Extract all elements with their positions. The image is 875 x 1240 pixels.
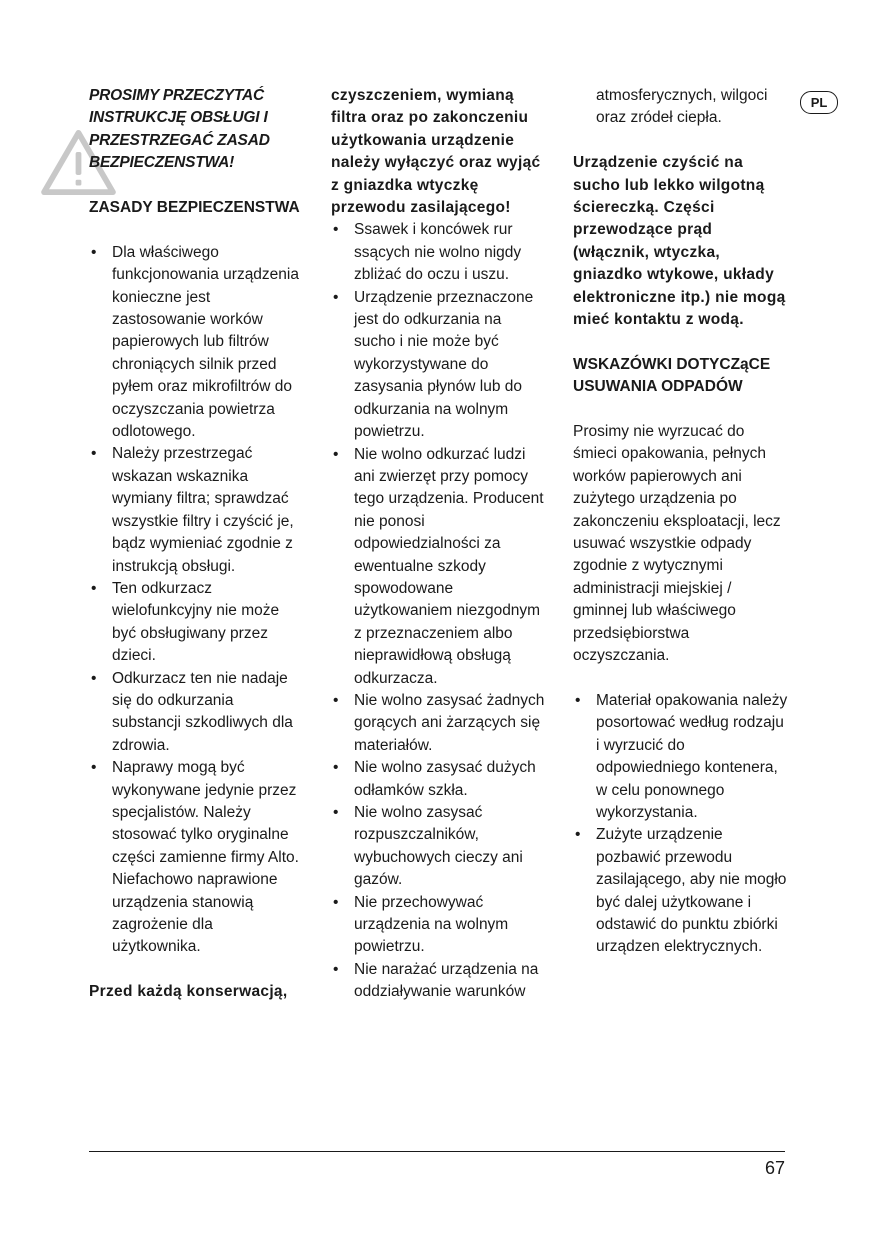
usage-bullet-list	[331, 219, 547, 1003]
column-1	[89, 85, 303, 1004]
cleaning-instruction: Urządzenie czyścić na sucho lub lekko wilgotną ściereczką. Części przewodzące prąd (włącznik, wtyczka, gniazdko wtykowe, układy elektroniczne itp.) nie mogą mieć kontaktu z wodą.	[573, 154, 786, 329]
list-item: • Zużyte urządzenie pozbawić przewodu zasilającego, aby nie mogło być dalej użytkowane i odstawić do punktu zbiórki urządzen elektrycznych.	[573, 824, 789, 958]
list-item: • Nie wolno zasysać rozpuszczalników, wybuchowych cieczy ani gazów.	[331, 802, 547, 892]
column-2	[331, 85, 547, 1004]
list-item: • Nie wolno zasysać żadnych gorących ani żarzących się materiałów.	[331, 690, 547, 757]
section-title-safety: ZASADY BEZPIECZENSTWA	[89, 199, 300, 217]
list-item: • Dla właściwego funkcjonowania urządzenia konieczne jest zastosowanie worków papierowych lub filtrów chroniących silnik przed pyłem oraz mikrofiltrów do oczyszczania powietrza odlotowego.	[89, 242, 303, 444]
section-title-waste: WSKAZÓWKI DOTYCZąCE USUWANIA ODPADÓW	[573, 355, 771, 396]
list-item: • Odkurzacz ten nie nadaje się do odkurzania substancji szkodliwych dla zdrowia.	[89, 668, 303, 758]
safety-bullet-list	[89, 242, 303, 959]
language-badge: PL	[800, 91, 838, 114]
list-item: • Nie wolno zasysać dużych odłamków szkła.	[331, 757, 547, 802]
list-item: • Nie narażać urządzenia na oddziaływanie warunków	[331, 959, 547, 1004]
list-item: • Ssawek i koncówek rur ssących nie wolno nigdy zbliżać do oczu i uszu.	[331, 219, 547, 286]
maintenance-warning-continuation: czyszczeniem, wymianą filtra oraz po zakonczeniu użytkowania urządzenie należy wyłączyć oraz wyjąć z gniazdka wtyczkę przewodu zasilającego!	[331, 87, 541, 217]
waste-bullet-list	[573, 690, 789, 959]
list-item: • Nie przechowywać urządzenia na wolnym powietrzu.	[331, 892, 547, 959]
waste-paragraph: Prosimy nie wyrzucać do śmieci opakowania, pełnych worków papierowych ani zużytego urządzenia po zakonczeniu eksploatacji, lecz usuwać wszystkie odpady zgodnie z wytycznymi administracji miejskiej / gminnej lub właściwego przedsiębiorstwa oczyszczania.	[573, 423, 781, 665]
bullet-continuation: atmosferycznych, wilgoci oraz zródeł ciepła.	[596, 87, 768, 127]
list-item: • Naprawy mogą być wykonywane jedynie przez specjalistów. Należy stosować tylko oryginalne części zamienne firmy Alto. Niefachowo naprawione urządzenia stanowią zagrożenie dla użytkownika.	[89, 757, 303, 959]
maintenance-warning-start: Przed każdą konserwacją,	[89, 983, 288, 1001]
list-item: • Należy przestrzegać wskazan wskaznika wymiany filtra; sprawdzać wszystkie filtry i czyścić je, bądz wymieniać zgodnie z instrukcją obsługi.	[89, 443, 303, 577]
list-item: • Materiał opakowania należy posortować według rodzaju i wyrzucić do odpowiedniego kontenera, w celu ponownego wykorzystania.	[573, 690, 789, 824]
column-3	[573, 85, 789, 959]
list-item: • Ten odkurzacz wielofunkcyjny nie może być obsługiwany przez dzieci.	[89, 578, 303, 668]
footer-divider	[89, 1151, 785, 1152]
list-item: • Urządzenie przeznaczone jest do odkurzania na sucho i nie może być wykorzystywane do zasysania płynów lub do odkurzania na wolnym powietrzu.	[331, 287, 547, 444]
page-number: 67	[764, 1158, 785, 1178]
warning-heading: PROSIMY PRZECZYTAĆ INSTRUKCJĘ OBSŁUGI I PRZESTRZEGAĆ ZASAD BEZPIECZENSTWA!	[89, 87, 270, 172]
list-item: • Nie wolno odkurzać ludzi ani zwierzęt przy pomocy tego urządzenia. Producent nie ponosi odpowiedzialności za ewentualne szkody spowodowane użytkowaniem niezgodnym z przeznaczeniem albo nieprawidłową obsługą odkurzacza.	[331, 444, 547, 690]
